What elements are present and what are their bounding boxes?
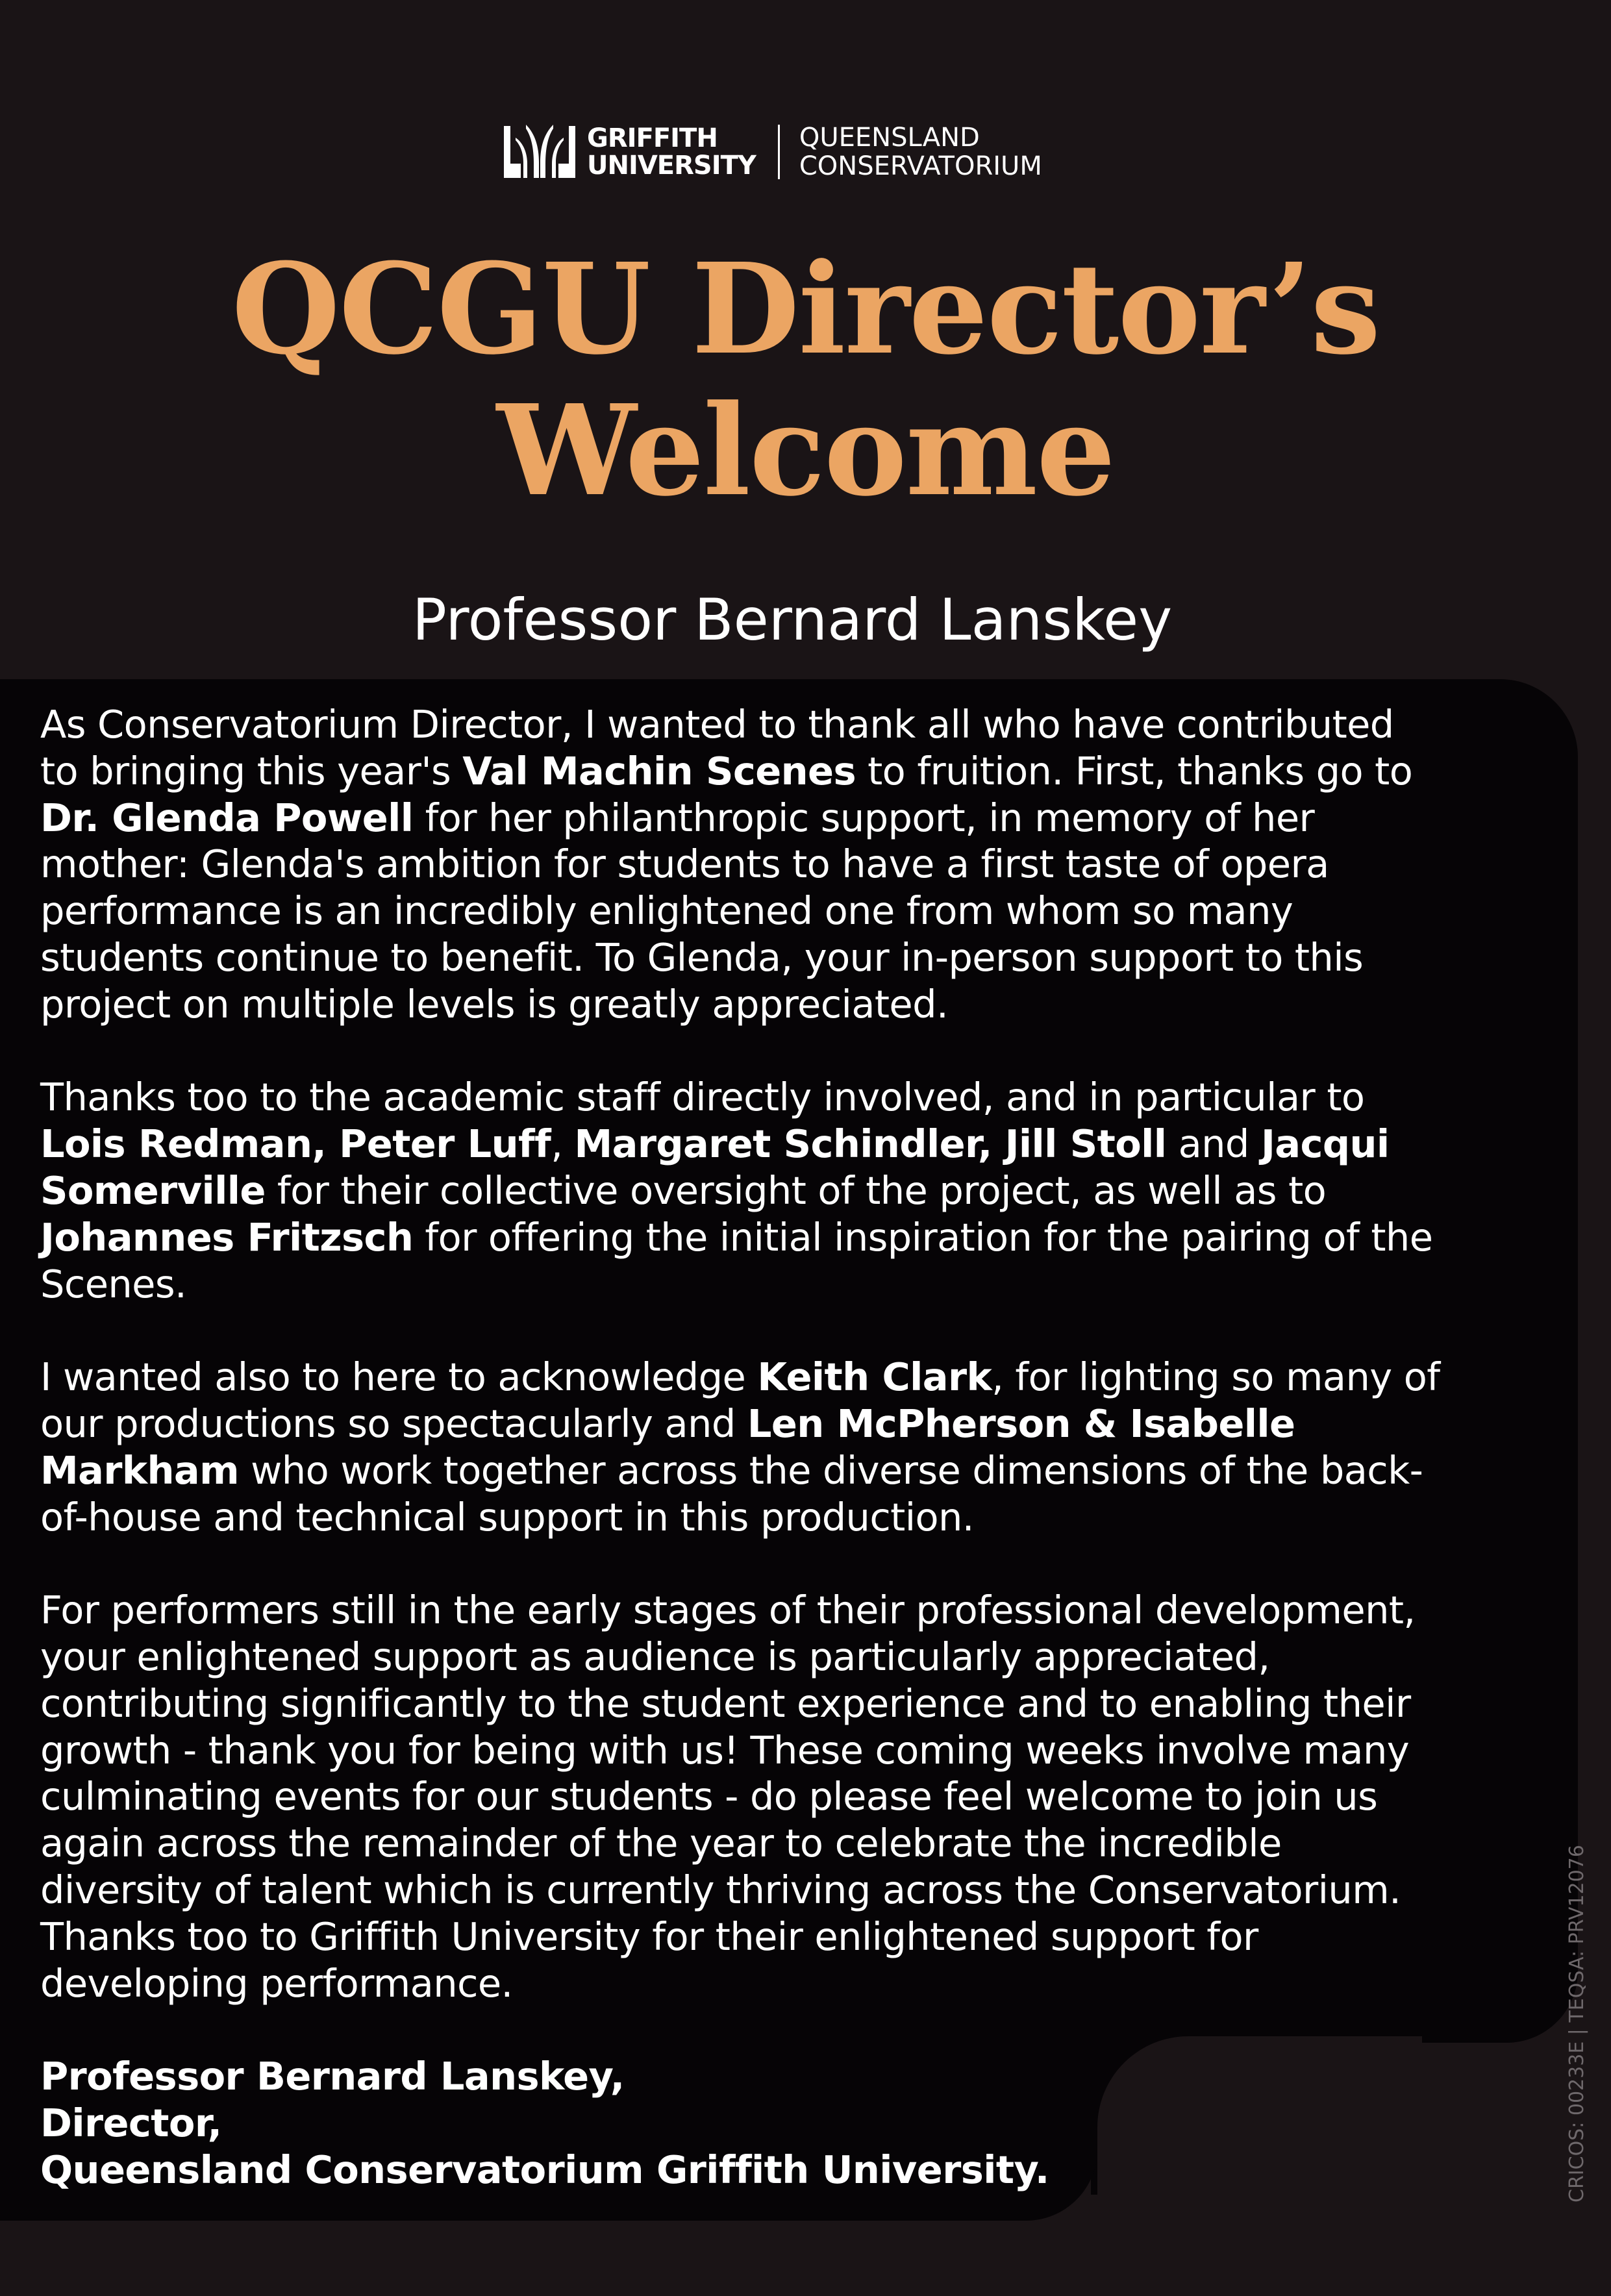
signature-line — [40, 2100, 1573, 2147]
letter-line — [40, 748, 1573, 795]
letter-text: students continue to benefit. To Glenda, your in-person support to this — [40, 934, 1364, 980]
letter-text: again across the remainder of the year to celebrate the incredible — [40, 1821, 1282, 1866]
bold-name: Margaret Schindler, Jill Stoll — [574, 1121, 1167, 1167]
letter-text: Thanks too to Griffith University for their enlightened support for — [40, 1914, 1258, 1959]
letter-text: developing performance. — [40, 1960, 513, 2006]
bold-name: Len McPherson & Isabelle — [747, 1401, 1295, 1446]
letter-line — [40, 1167, 1573, 1214]
letter-text: culminating events for our students - do please feel welcome to join us — [40, 1774, 1378, 1819]
letter-text: Scenes. — [40, 1261, 187, 1306]
page-title — [0, 236, 1611, 524]
paragraph-gap — [40, 1540, 1573, 1587]
signature-text: Professor Bernard Lanskey, — [40, 2054, 625, 2099]
letter-text: contributing significantly to the student experience and to enabling their — [40, 1680, 1411, 1726]
letter-text: growth - thank you for being with us! These coming weeks involve many — [40, 1727, 1410, 1773]
letter-text: , — [551, 1121, 575, 1167]
letter-text: mother: Glenda's ambition for students to have a first taste of opera — [40, 842, 1329, 887]
letter-text: of-house and technical support in this production. — [40, 1494, 974, 1540]
bold-name: Johannes Fritzsch — [40, 1214, 414, 1260]
letter-text: your enlightened support as audience is particularly appreciated, — [40, 1634, 1270, 1679]
conservatorium-wordmark — [799, 123, 1042, 181]
letter-text: for offering the initial inspiration for the pairing of the — [413, 1214, 1433, 1260]
logo-griffith: GRIFFITH — [587, 123, 718, 153]
bold-name: Somerville — [40, 1167, 266, 1213]
title-line-2: Welcome — [496, 378, 1115, 524]
signature-line — [40, 2053, 1573, 2100]
bold-name: Val Machin Scenes — [462, 748, 856, 793]
letter-line — [40, 1727, 1573, 1774]
paragraph-gap — [40, 2006, 1573, 2053]
letter-line — [40, 1634, 1573, 1680]
letter-text: to fruition. First, thanks go to — [855, 748, 1413, 793]
letter-line — [40, 934, 1573, 981]
signature-text: Director, — [40, 2100, 222, 2145]
letter-line — [40, 1121, 1573, 1167]
logo-university: UNIVERSITY — [587, 151, 756, 181]
letter-text: for her philanthropic support, in memory of her — [413, 795, 1315, 840]
letter-text: As Conservatorium Director, I wanted to thank all who have contributed — [40, 702, 1394, 747]
letter-line — [40, 1820, 1573, 1867]
letter-text: our productions so spectacularly and — [40, 1401, 747, 1446]
letter-text: diversity of talent which is currently thriving across the Conservatorium. — [40, 1867, 1401, 1912]
logo-conservatorium: CONSERVATORIUM — [799, 151, 1042, 181]
director-name-heading: Professor Bernard Lanskey — [412, 586, 1173, 653]
registration-text: CRICOS: 00233E | TEQSA: PRV12076 — [1566, 1845, 1588, 2202]
bold-name: Lois Redman, Peter Luff — [40, 1121, 551, 1167]
bold-name: Dr. Glenda Powell — [40, 795, 414, 840]
letter-line — [40, 1867, 1573, 1914]
paragraph-gap — [40, 1307, 1573, 1354]
signature-text: Queensland Conservatorium Griffith University. — [40, 2147, 1049, 2192]
griffith-logo — [501, 121, 1042, 183]
letter-text: I wanted also to here to acknowledge — [40, 1354, 758, 1400]
letter-line — [40, 1261, 1573, 1308]
letter-text: to bringing this year's — [40, 748, 463, 793]
letter-line — [40, 841, 1573, 888]
letter-line — [40, 1914, 1573, 1960]
letter-line — [40, 888, 1573, 934]
griffith-university-wordmark — [587, 125, 756, 179]
letter-text: for their collective oversight of the project, as well as to — [265, 1167, 1327, 1213]
griffith-crest-icon — [501, 122, 578, 182]
letter-line — [40, 1960, 1573, 2007]
letter-line — [40, 1447, 1573, 1494]
letter-text: project on multiple levels is greatly appreciated. — [40, 981, 949, 1027]
bold-name: Markham — [40, 1447, 239, 1493]
letter-line — [40, 1680, 1573, 1727]
welcome-letter — [40, 701, 1573, 2193]
letter-text: Thanks too to the academic staff directly involved, and in particular to — [40, 1075, 1365, 1120]
letter-line — [40, 1214, 1573, 1261]
letter-line — [40, 701, 1573, 748]
signature-line — [40, 2147, 1573, 2193]
letter-line — [40, 1773, 1573, 1820]
paragraph-gap — [40, 1028, 1573, 1075]
title-line-1: QCGU Director’s — [231, 236, 1380, 382]
letter-text: performance is an incredibly enlightened one from whom so many — [40, 888, 1293, 934]
logo-queensland: QUEENSLAND — [799, 123, 980, 153]
letter-line — [40, 1354, 1573, 1401]
letter-line — [40, 795, 1573, 842]
letter-text: For performers still in the early stages of their professional development, — [40, 1588, 1416, 1633]
letter-text: , for lighting so many of — [992, 1354, 1440, 1400]
letter-text: who work together across the diverse dimensions of the back- — [238, 1447, 1423, 1493]
letter-text: and — [1166, 1121, 1261, 1167]
letter-line — [40, 1074, 1573, 1121]
letter-line — [40, 1587, 1573, 1634]
logo-divider — [778, 125, 780, 179]
letter-line — [40, 1401, 1573, 1447]
letter-line — [40, 981, 1573, 1028]
letter-line — [40, 1494, 1573, 1541]
bold-name: Jacqui — [1260, 1121, 1390, 1167]
bold-name: Keith Clark — [757, 1354, 992, 1400]
